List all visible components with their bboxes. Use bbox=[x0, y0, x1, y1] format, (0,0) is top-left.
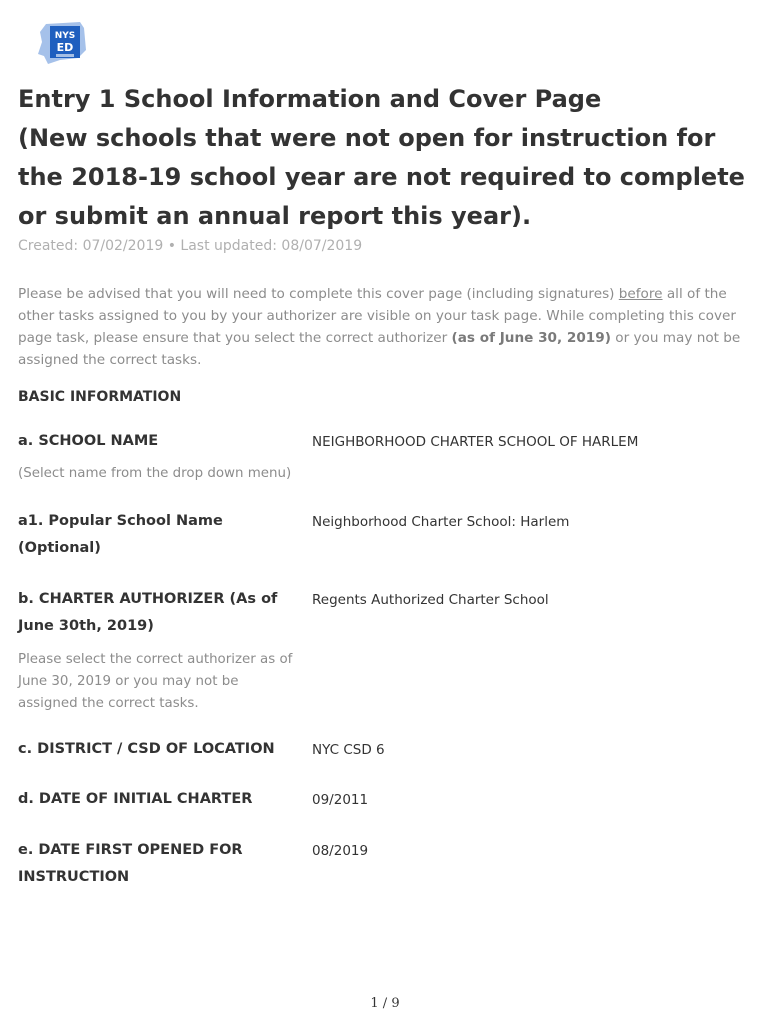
title-line: the 2018-19 school year are not required to complete bbox=[18, 163, 745, 191]
notice-text: Please be advised that you will need to complete this cover page (including signatures) bbox=[18, 286, 619, 302]
school-name-help bbox=[18, 463, 308, 485]
notice-bold-date: (as of June 30, 2019) bbox=[451, 330, 611, 346]
title-line: (New schools that were not open for instruction for bbox=[18, 124, 716, 152]
notice-text: page task, please ensure that you select the correct authorizer bbox=[18, 330, 452, 346]
title-line: or submit an annual report this year). bbox=[18, 202, 532, 230]
notice-paragraph bbox=[18, 283, 763, 371]
section-title: BASIC INFORMATION bbox=[18, 389, 182, 405]
notice-line bbox=[18, 327, 763, 349]
page-number: 1 / 9 bbox=[370, 996, 400, 1011]
page-title bbox=[18, 80, 763, 236]
label-line: c. DISTRICT / CSD OF LOCATION bbox=[18, 741, 275, 757]
notice-text: all of the bbox=[662, 286, 727, 302]
help-line: Please select the correct authorizer as of bbox=[18, 652, 293, 667]
school-name-value: NEIGHBORHOOD CHARTER SCHOOL OF HARLEM bbox=[312, 434, 639, 450]
district-label bbox=[18, 736, 308, 763]
label-line: a. SCHOOL NAME bbox=[18, 433, 159, 449]
initial-charter-label bbox=[18, 786, 308, 813]
first-opened-label bbox=[18, 837, 308, 891]
label-line: d. DATE OF INITIAL CHARTER bbox=[18, 791, 253, 807]
logo-text-line1: NYS bbox=[54, 31, 76, 41]
title-line: Entry 1 School Information and Cover Page bbox=[18, 85, 602, 113]
label-line: (Optional) bbox=[18, 540, 101, 556]
label-line: a1. Popular School Name bbox=[18, 513, 223, 529]
label-line: b. CHARTER AUTHORIZER (As of bbox=[18, 591, 278, 607]
popular-name-label bbox=[18, 508, 308, 562]
help-line: assigned the correct tasks. bbox=[18, 696, 199, 711]
authorizer-help bbox=[18, 649, 308, 715]
notice-underlined-word: before bbox=[618, 286, 663, 302]
label-line: e. DATE FIRST OPENED FOR bbox=[18, 842, 243, 858]
label-line: June 30th, 2019) bbox=[18, 618, 154, 634]
label-line: INSTRUCTION bbox=[18, 869, 130, 885]
help-line: (Select name from the drop down menu) bbox=[18, 466, 292, 481]
authorizer-label bbox=[18, 586, 308, 640]
district-value: NYC CSD 6 bbox=[312, 742, 385, 758]
initial-charter-value: 09/2011 bbox=[312, 792, 369, 808]
school-name-label bbox=[18, 428, 308, 455]
popular-name-value: Neighborhood Charter School: Harlem bbox=[312, 514, 570, 530]
notice-text: or you may not be bbox=[610, 330, 741, 346]
authorizer-value: Regents Authorized Charter School bbox=[312, 592, 549, 608]
notice-line bbox=[18, 283, 763, 305]
first-opened-value: 08/2019 bbox=[312, 843, 369, 859]
notice-line: other tasks assigned to you by your authorizer are visible on your task page. While completing this cover bbox=[18, 308, 736, 324]
timestamps: Created: 07/02/2019 • Last updated: 08/07/2019 bbox=[18, 238, 363, 254]
logo-text-line2: ED bbox=[56, 41, 74, 54]
notice-line: assigned the correct tasks. bbox=[18, 352, 202, 368]
help-line: June 30, 2019 or you may not be bbox=[18, 674, 239, 689]
nysed-logo-icon bbox=[34, 20, 90, 66]
